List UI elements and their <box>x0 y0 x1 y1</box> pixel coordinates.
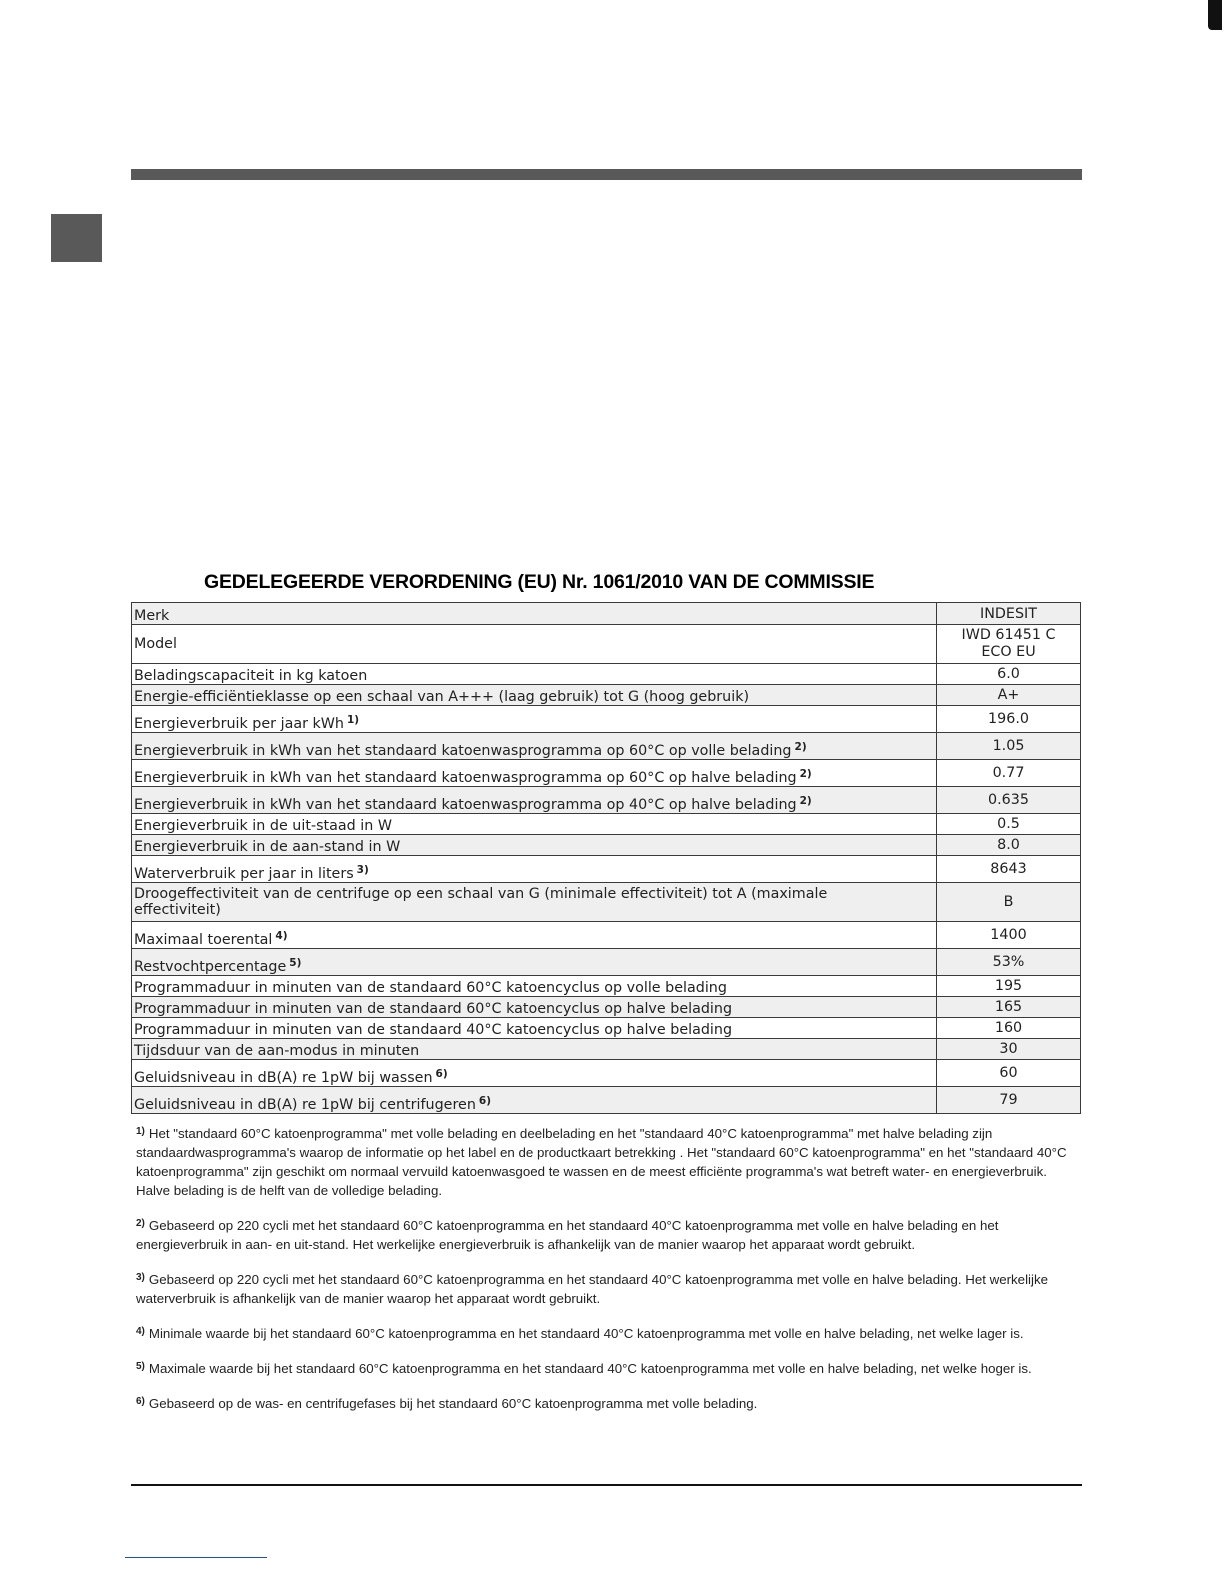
row-label: Geluidsniveau in dB(A) re 1pW bij centrifugeren $^{6)}$ <box>132 1087 937 1114</box>
row-value: 0.77 <box>937 760 1081 787</box>
footnote-3: $^{3)}$ Gebaseerd op 220 cycli met het standaard 60°C katoenprogramma en het standaard 40°C katoenprogramma met volle en halve belading. Het werkelijke waterverbruik is afhankelijk van de manier waarop het apparaat wordt gebruikt. <box>136 1272 1048 1306</box>
document-title: GEDELEGEERDE VERORDENING (EU) Nr. 1061/2010 VAN DE COMMISSIE <box>204 571 875 593</box>
row-value: 79 <box>937 1087 1081 1114</box>
row-value: 195 <box>937 976 1081 997</box>
footnote-ref: 6) <box>478 1095 491 1107</box>
footnote-ref: 3) <box>356 864 369 876</box>
row-value: 6.0 <box>937 664 1081 685</box>
table-row <box>132 1018 1081 1039</box>
footnote-2: $^{2)}$ Gebaseerd op 220 cycli met het standaard 60°C katoenprogramma en het standaard 40°C katoenprogramma met volle en halve belading en het energieverbruik in aan- en uit-stand. Het werkelijke energieverbruik is afhankelijk van de manier waarop het apparaat wordt gebruikt. <box>136 1218 999 1252</box>
row-value: INDESIT <box>937 603 1081 625</box>
row-value: 0.635 <box>937 787 1081 814</box>
footnote-5: $^{5)}$ Maximale waarde bij het standaard 60°C katoenprogramma en het standaard 40°C katoenprogramma met volle en halve belading, net welke hoger is. <box>136 1361 1032 1376</box>
row-label: Energieverbruik in kWh van het standaard katoenwasprogramma op 40°C op halve belading $^{2)}$ <box>132 787 937 814</box>
table-row <box>132 787 1081 814</box>
table-row <box>132 976 1081 997</box>
table-row <box>132 1087 1081 1114</box>
footnote-6: $^{6)}$ Gebaseerd op de was- en centrifugefases bij het standaard 60°C katoenprogramma met volle belading. <box>136 1396 758 1411</box>
row-value: 0.5 <box>937 814 1081 835</box>
table-row <box>132 922 1081 949</box>
row-value: B <box>937 883 1081 922</box>
footnote-ref: 2) <box>799 795 812 807</box>
row-label: Programmaduur in minuten van de standaard 60°C katoencyclus op volle belading <box>132 976 937 997</box>
table-row <box>132 760 1081 787</box>
row-label: Restvochtpercentage $^{5)}$ <box>132 949 937 976</box>
table-row <box>132 997 1081 1018</box>
table-row <box>132 664 1081 685</box>
footnote-ref: 6) <box>435 1068 448 1080</box>
row-value: 1400 <box>937 922 1081 949</box>
table-row <box>132 814 1081 835</box>
table-row <box>132 835 1081 856</box>
table-row <box>132 733 1081 760</box>
row-label: Energieverbruik in kWh van het standaard katoenwasprogramma op 60°C op halve belading $^{2)}$ <box>132 760 937 787</box>
footer-link-underline[interactable] <box>125 1557 267 1558</box>
table-row <box>132 1060 1081 1087</box>
row-value: 1.05 <box>937 733 1081 760</box>
row-label: Energieverbruik per jaar kWh $^{1)}$ <box>132 706 937 733</box>
row-label: Waterverbruik per jaar in liters $^{3)}$ <box>132 856 937 883</box>
product-spec-table <box>131 602 1081 1114</box>
row-label: Droogeffectiviteit van de centrifuge op een schaal van G (minimale effectiviteit) tot A (maximale effectiviteit) <box>132 883 937 922</box>
footer-rule <box>131 1484 1082 1486</box>
row-label: Maximaal toerental $^{4)}$ <box>132 922 937 949</box>
table-row <box>132 949 1081 976</box>
row-value: 160 <box>937 1018 1081 1039</box>
row-label: Energieverbruik in de aan-stand in W <box>132 835 937 856</box>
section-tab-marker <box>51 214 102 262</box>
footnote-1: $^{1)}$ Het "standaard 60°C katoenprogramma" met volle belading en deelbelading en het "standaard 40°C katoenprogramma" met halve belading zijn standaardwasprogramma's waarop de informatie op het label en de productkaart betrekking . Het "standaard 60°C katoenprogramma" en het "standaard 40°C katoenprogramma" zijn geschikt om normaal vervuild katoenwasgoed te wassen en de meest efficiënte programma's wat betreft water- en energieverbruik. Halve belading is de helft van de volledige belading. <box>136 1126 1067 1198</box>
row-value: 53% <box>937 949 1081 976</box>
row-value: 165 <box>937 997 1081 1018</box>
row-label: Energieverbruik in de uit-staad in W <box>132 814 937 835</box>
table-row <box>132 883 1081 922</box>
row-label: Merk <box>132 603 937 625</box>
row-label: Beladingscapaciteit in kg katoen <box>132 664 937 685</box>
footnote-ref: 4) <box>275 930 288 942</box>
footnotes <box>136 1124 1076 1413</box>
table-row <box>132 856 1081 883</box>
row-value: IWD 61451 C ECO EU <box>937 625 1081 664</box>
row-label: Energieverbruik in kWh van het standaard katoenwasprogramma op 60°C op volle belading $^{2)}$ <box>132 733 937 760</box>
row-label: Geluidsniveau in dB(A) re 1pW bij wassen $^{6)}$ <box>132 1060 937 1087</box>
row-value: 60 <box>937 1060 1081 1087</box>
footnote-ref: 1) <box>347 714 360 726</box>
header-bar <box>131 169 1082 180</box>
page-corner-mark <box>1200 0 1224 30</box>
table-row <box>132 706 1081 733</box>
table-row <box>132 603 1081 625</box>
footnote-ref: 5) <box>289 957 302 969</box>
row-value: 8643 <box>937 856 1081 883</box>
row-value: 30 <box>937 1039 1081 1060</box>
row-label: Model <box>132 625 937 664</box>
footnote-ref: 2) <box>799 768 812 780</box>
footnote-ref: 2) <box>794 741 807 753</box>
row-value: A+ <box>937 685 1081 706</box>
table-row <box>132 685 1081 706</box>
table-row <box>132 1039 1081 1060</box>
row-label: Programmaduur in minuten van de standaard 40°C katoencyclus op halve belading <box>132 1018 937 1039</box>
footnote-4: $^{4)}$ Minimale waarde bij het standaard 60°C katoenprogramma en het standaard 40°C katoenprogramma met volle en halve belading, net welke lager is. <box>136 1326 1024 1341</box>
row-value: 8.0 <box>937 835 1081 856</box>
row-label: Programmaduur in minuten van de standaard 60°C katoencyclus op halve belading <box>132 997 937 1018</box>
table-row <box>132 625 1081 664</box>
row-value: 196.0 <box>937 706 1081 733</box>
row-label: Tijdsduur van de aan-modus in minuten <box>132 1039 937 1060</box>
row-label: Energie-efficiëntieklasse op een schaal van A+++ (laag gebruik) tot G (hoog gebruik) <box>132 685 937 706</box>
